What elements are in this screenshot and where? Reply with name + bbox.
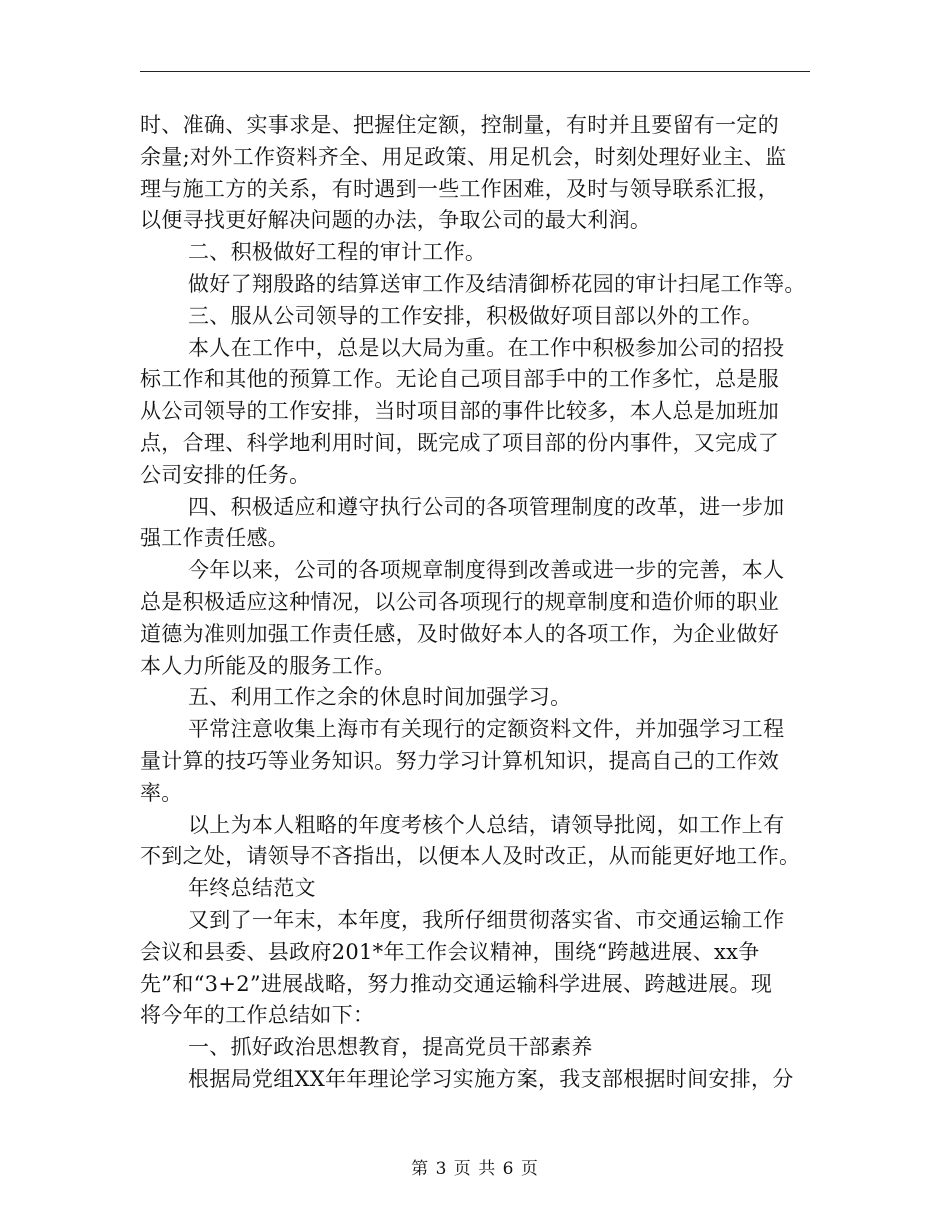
text-line: 年终总结范文 <box>188 876 316 901</box>
text-line: 又到了一年末，本年度，我所仔细贯彻落实省、市交通运输工作 <box>188 907 785 932</box>
text-line: 会议和县委、县政府201*年工作会议精神，围绕“跨越进展、xx争 <box>140 939 760 964</box>
text-line: 量计算的技巧等业务知识。努力学习计算机知识，提高自己的工作效 <box>140 748 779 773</box>
header-rule <box>140 71 810 72</box>
text-line: 三、服从公司领导的工作安排，积极做好项目部以外的工作。 <box>188 303 764 328</box>
text-line: 做好了翔殷路的结算送审工作及结清御桥花园的审计扫尾工作等。 <box>188 271 806 296</box>
text-line: 点，合理、科学地利用时间，既完成了项目部的份内事件，又完成了 <box>140 430 779 455</box>
text-line: 以便寻找更好解决问题的办法，争取公司的最大利润。 <box>140 208 652 233</box>
text-line: 总是积极适应这种情况，以公司各项现行的规章制度和造价师的职业 <box>140 589 779 614</box>
text-line: 平常注意收集上海市有关现行的定额资料文件，并加强学习工程 <box>188 717 785 742</box>
text-line: 一、抓好政治思想教育，提高党员干部素养 <box>188 1035 593 1060</box>
text-line: 将今年的工作总结如下： <box>140 1003 375 1028</box>
text-line: 四、积极适应和遵守执行公司的各项管理制度的改革，进一步加 <box>188 494 785 519</box>
text-line: 强工作责任感。 <box>140 526 290 551</box>
text-line: 五、利用工作之余的休息时间加强学习。 <box>188 685 572 710</box>
text-line: 本人在工作中，总是以大局为重。在工作中积极参加公司的招投 <box>188 335 785 360</box>
text-line: 二、积极做好工程的审计工作。 <box>188 240 487 265</box>
text-line: 标工作和其他的预算工作。无论自己项目部手中的工作多忙，总是服 <box>140 367 779 392</box>
document-body <box>140 110 815 1096</box>
text-line: 先”和“3+2”进展战略，努力推动交通运输科学进展、跨越进展。现 <box>140 971 773 996</box>
text-line: 从公司领导的工作安排，当时项目部的事件比较多，本人总是加班加 <box>140 399 779 424</box>
page-number: 第 3 页 共 6 页 <box>411 1159 539 1179</box>
text-line: 以上为本人粗略的年度考核个人总结，请领导批阅，如工作上有 <box>188 812 785 837</box>
text-line: 不到之处，请领导不吝指出，以便本人及时改正，从而能更好地工作。 <box>140 844 801 869</box>
text-line: 本人力所能及的服务工作。 <box>140 653 396 678</box>
text-line: 时、准确、实事求是、把握住定额，控制量，有时并且要留有一定的 <box>140 113 779 137</box>
text-line: 根据局党组XX年年理论学习实施方案，我支部根据时间安排，分 <box>188 1066 794 1091</box>
text-line: 今年以来，公司的各项规章制度得到改善或进一步的完善，本人 <box>188 558 785 583</box>
text-line: 余量;对外工作资料齐全、用足政策、用足机会，时刻处理好业主、监 <box>140 144 787 169</box>
text-line: 道德为准则加强工作责任感，及时做好本人的各项工作，为企业做好 <box>140 621 779 646</box>
text-line: 率。 <box>140 780 183 805</box>
text-line: 公司安排的任务。 <box>140 462 311 487</box>
text-line: 理与施工方的关系，有时遇到一些工作困难，及时与领导联系汇报， <box>140 176 779 201</box>
